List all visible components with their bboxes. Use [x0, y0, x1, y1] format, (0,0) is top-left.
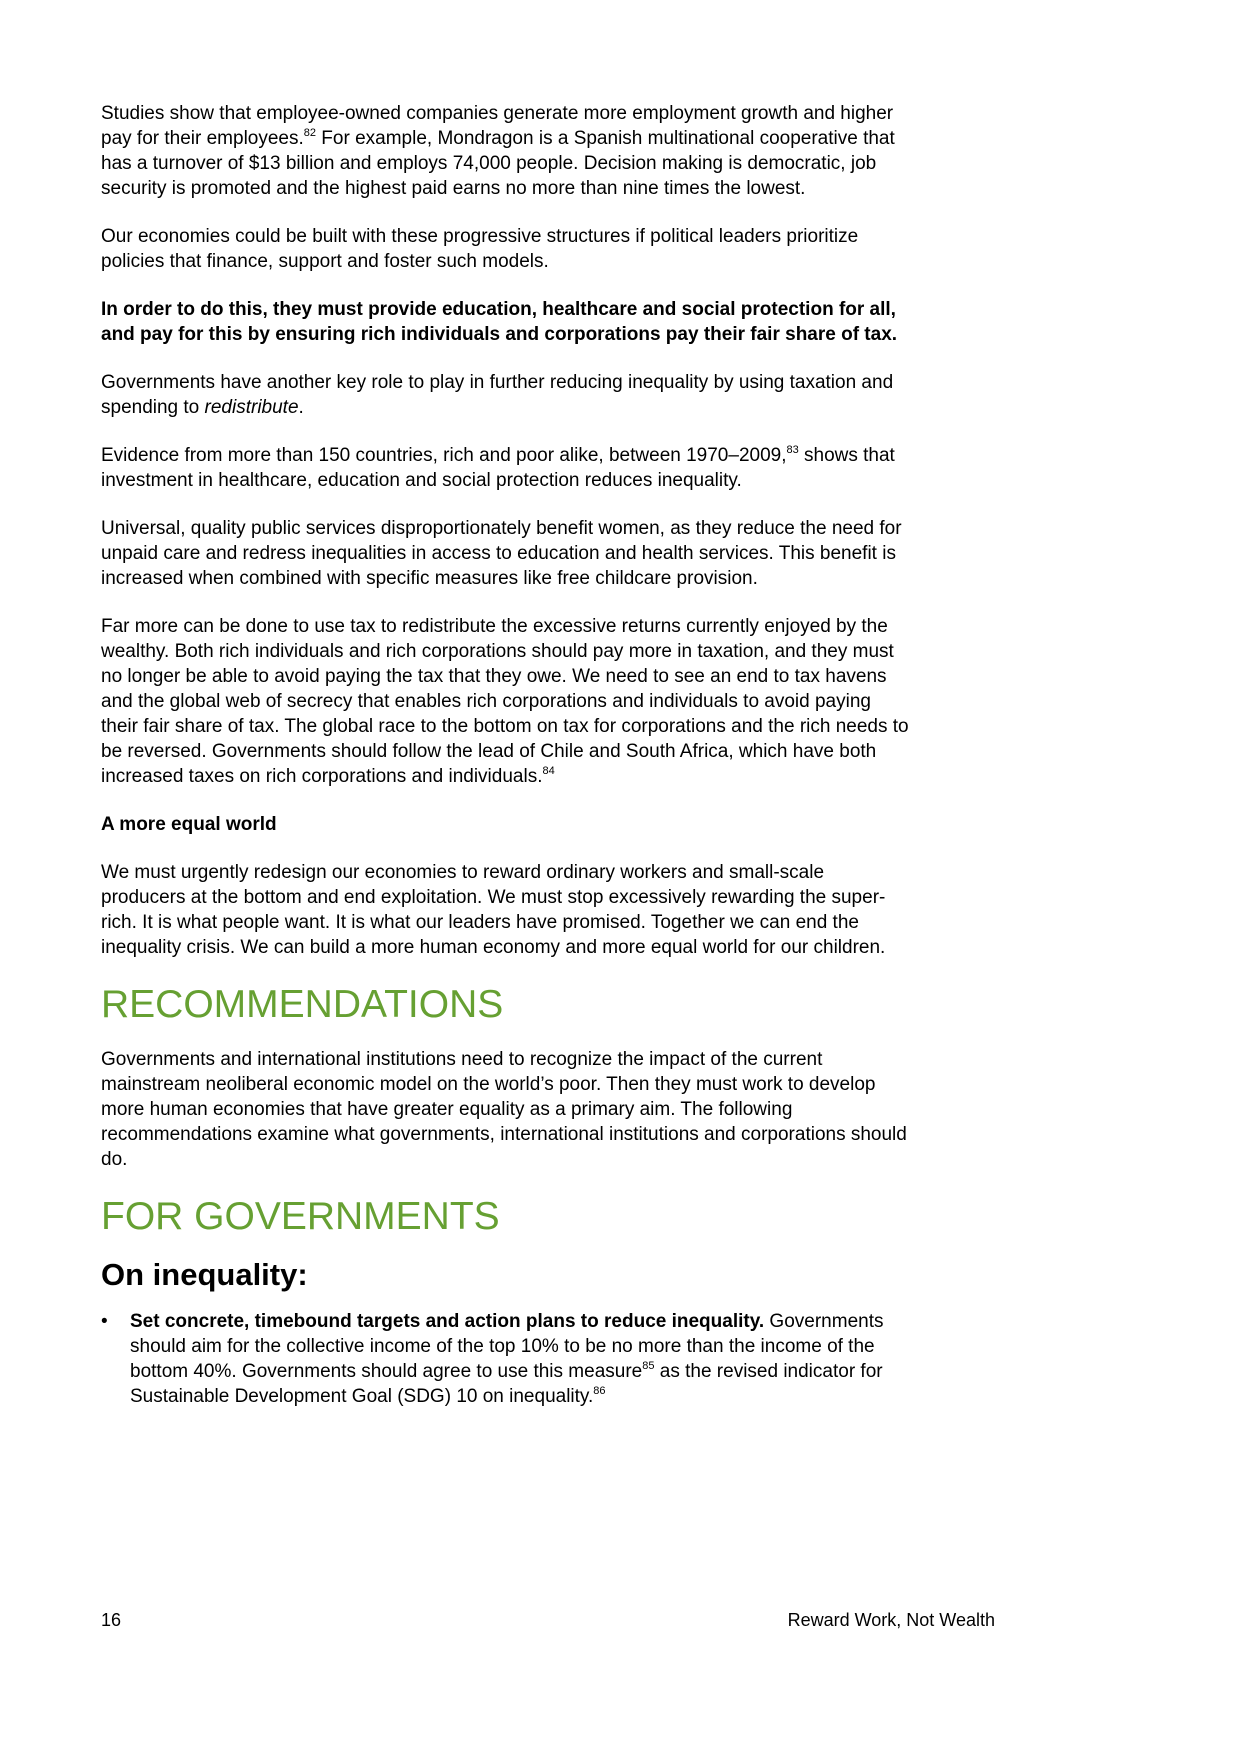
paragraph-text: For example, Mondragon is a Spanish multinational cooperative that has a turnover of $13 billion and employs 74,000 people. Decision making is democratic, job security is promoted and the highest paid earns no more than nine times the lowest. [101, 128, 895, 199]
paragraph-recommendations-intro: Governments and international institutions need to recognize the impact of the current mainstream neoliberal economic model on the world’s poor. Then they must work to develop more human economies that have greater equality as a primary aim. The following recommendations examine what governments, international institutions and corporations should do. [101, 1049, 907, 1170]
bullet-text: as the revised indicator for Sustainable Development Goal (SDG) 10 on inequality. [130, 1361, 883, 1407]
recommendation-list [101, 1309, 913, 1409]
paragraph-public-services: Universal, quality public services disproportionately benefit women, as they reduce the need for unpaid care and redress inequalities in access to education and health services. This benefit is increased when combined with specific measures like free childcare provision. [101, 518, 902, 589]
document-title: Reward Work, Not Wealth [787, 1610, 995, 1630]
footnote-ref[interactable]: 84 [542, 765, 555, 777]
paragraph-text: Studies show that employee-owned companies generate more employment growth and higher pay for their employees. [101, 103, 894, 149]
paragraph-text: Far more can be done to use tax to redistribute the excessive returns currently enjoyed by the wealthy. Both rich individuals and rich corporations should pay more in taxation, and they must no longer be able to avoid paying the tax that they owe. We need to see an end to tax havens and the global web of secrecy that enables rich corporations and individuals to avoid paying their fair share of tax. The global race to the bottom on tax for corporations and the rich needs to be reversed. Governments should follow the lead of Chile and South Africa, which have both increased taxes on rich corporations and individuals. [101, 616, 909, 787]
page-number: 16 [101, 1610, 122, 1630]
paragraph-text: shows that investment in healthcare, education and social protection reduces inequality. [101, 445, 895, 491]
paragraph-evidence [101, 443, 913, 493]
paragraph-text: Evidence from more than 150 countries, rich and poor alike, between 1970–2009, [101, 445, 787, 466]
bullet-text: Governments should aim for the collective income of the top 10% to be no more than the income of the bottom 40%. Governments should agree to use this measure [130, 1311, 884, 1382]
footnote-ref[interactable]: 85 [642, 1360, 655, 1372]
on-inequality-heading: On inequality: [101, 1257, 308, 1292]
footnote-ref[interactable]: 82 [303, 127, 317, 139]
paragraph-employee-owned [101, 101, 913, 201]
for-governments-heading: FOR GOVERNMENTS [101, 1195, 500, 1238]
paragraph-text: Governments have another key role to play in further reducing inequality by using taxation and spending to [101, 372, 894, 418]
paragraph-bold-statement: In order to do this, they must provide education, healthcare and social protection for all, and pay for this by ensuring rich individuals and corporations pay their fair share of tax. [101, 299, 898, 345]
paragraph-redistribute [101, 370, 913, 420]
list-item [101, 1309, 913, 1409]
page-content [101, 101, 913, 1409]
emphasis-text: redistribute [204, 397, 299, 418]
bullet-lead-text: Set concrete, timebound targets and action plans to reduce inequality. [130, 1311, 765, 1332]
footnote-ref[interactable]: 86 [593, 1385, 606, 1397]
paragraph-progressive-structures: Our economies could be built with these progressive structures if political leaders prioritize policies that finance, support and foster such models. [101, 226, 859, 272]
subheading-more-equal-world: A more equal world [101, 814, 277, 835]
paragraph-redesign-economies: We must urgently redesign our economies to reward ordinary workers and small-scale producers at the bottom and end exploitation. We must stop excessively rewarding the super-rich. It is what people want. It is what our leaders have promised. Together we can end the inequality crisis. We can build a more human economy and more equal world for our children. [101, 862, 886, 958]
paragraph-tax [101, 614, 913, 789]
recommendations-heading: RECOMMENDATIONS [101, 983, 504, 1026]
bullet-icon: • [101, 1311, 108, 1332]
paragraph-text: . [298, 397, 304, 418]
footnote-ref[interactable]: 83 [786, 444, 799, 456]
